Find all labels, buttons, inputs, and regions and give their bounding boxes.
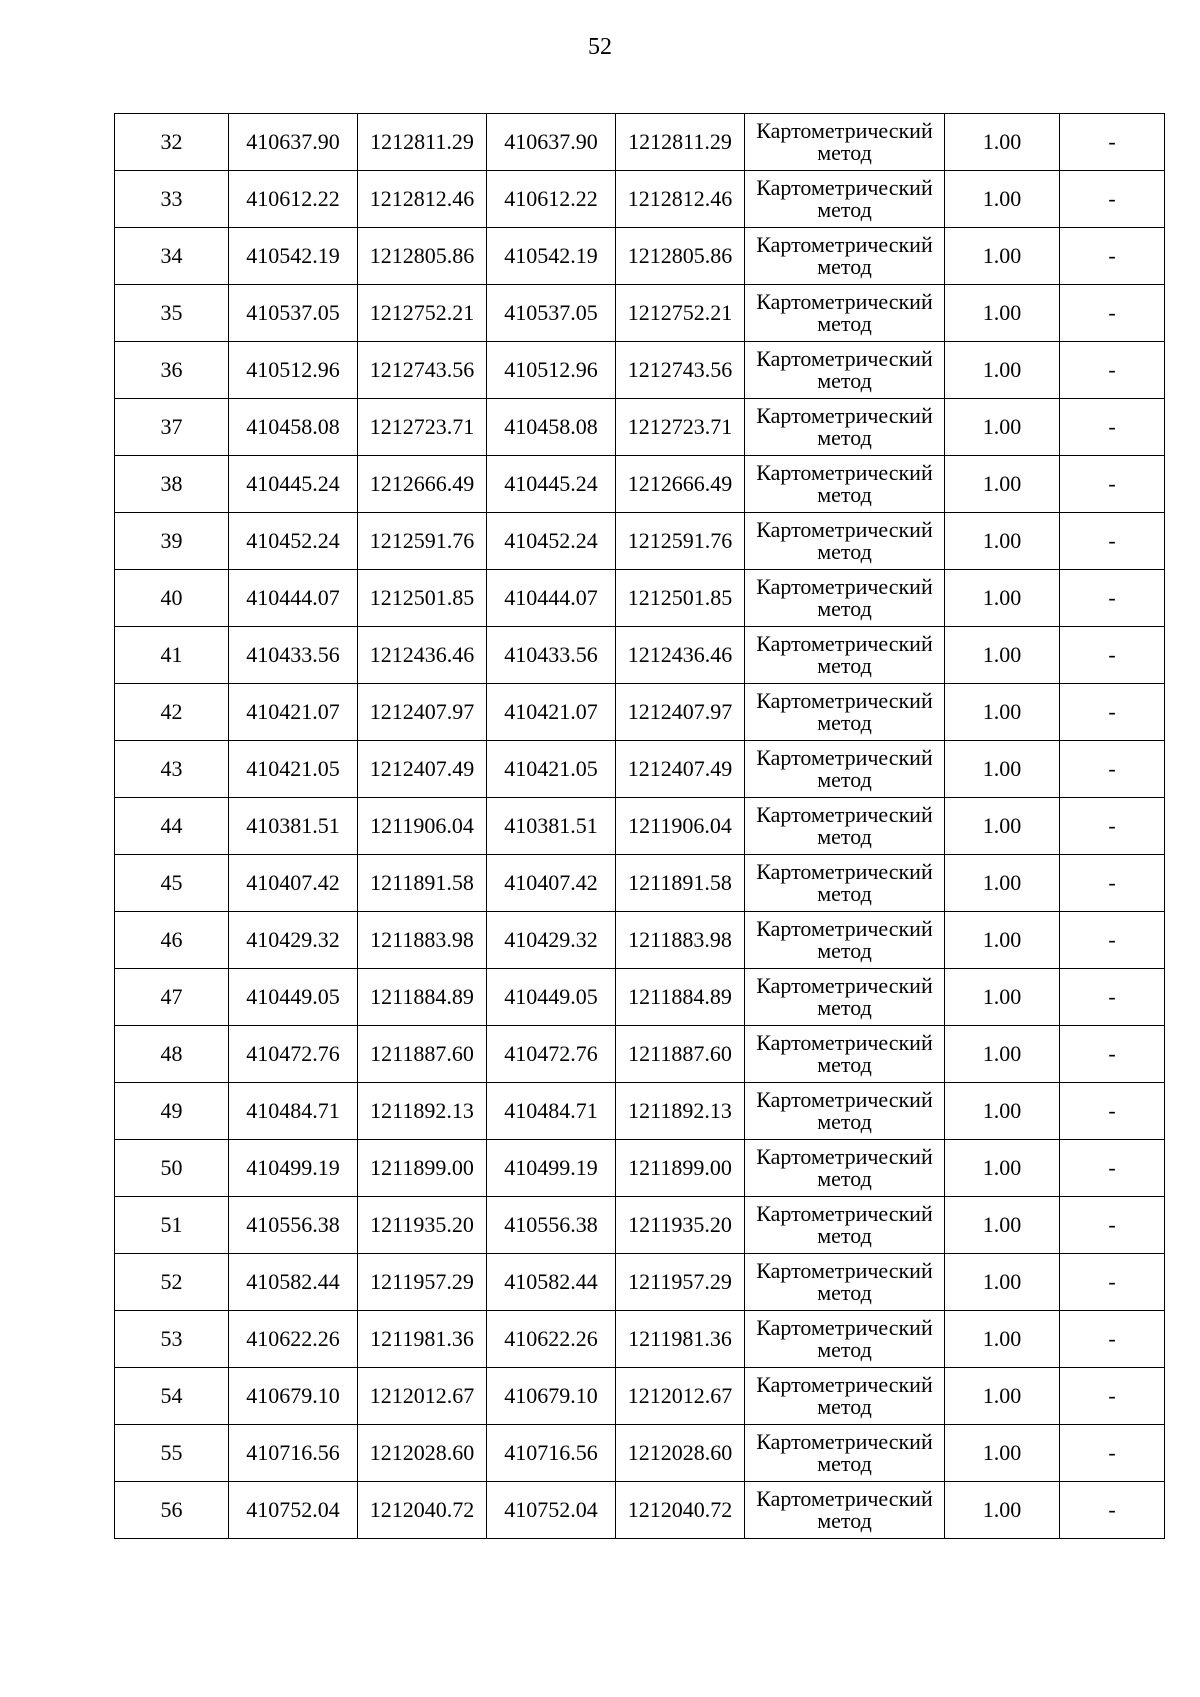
point-number-cell: 43 <box>115 741 229 798</box>
existing-x-cell: 410381.51 <box>229 798 358 855</box>
accuracy-cell: 1.00 <box>945 798 1060 855</box>
table-row <box>115 1368 1165 1425</box>
note-cell: - <box>1060 855 1165 912</box>
table-row <box>115 1197 1165 1254</box>
note-cell: - <box>1060 1368 1165 1425</box>
existing-y-cell: 1212501.85 <box>358 570 487 627</box>
method-line-1: Картометрический <box>756 346 933 371</box>
accuracy-cell: 1.00 <box>945 1026 1060 1083</box>
note-cell: - <box>1060 912 1165 969</box>
accuracy-cell: 1.00 <box>945 228 1060 285</box>
table-row <box>115 741 1165 798</box>
refined-x-cell: 410421.05 <box>487 741 616 798</box>
note-cell: - <box>1060 1254 1165 1311</box>
existing-y-cell: 1212752.21 <box>358 285 487 342</box>
refined-y-cell: 1211935.20 <box>616 1197 745 1254</box>
refined-x-cell: 410421.07 <box>487 684 616 741</box>
existing-x-cell: 410433.56 <box>229 627 358 684</box>
method-cell <box>745 969 945 1026</box>
existing-x-cell: 410582.44 <box>229 1254 358 1311</box>
method-line-2: метод <box>817 482 872 507</box>
refined-y-cell: 1212591.76 <box>616 513 745 570</box>
method-line-1: Картометрический <box>756 517 933 542</box>
page-number: 52 <box>588 34 612 60</box>
method-cell <box>745 171 945 228</box>
table-row <box>115 1026 1165 1083</box>
refined-y-cell: 1212723.71 <box>616 399 745 456</box>
existing-x-cell: 410499.19 <box>229 1140 358 1197</box>
method-line-1: Картометрический <box>756 745 933 770</box>
point-number-cell: 42 <box>115 684 229 741</box>
existing-x-cell: 410637.90 <box>229 114 358 171</box>
method-line-2: метод <box>817 1223 872 1248</box>
refined-y-cell: 1211957.29 <box>616 1254 745 1311</box>
note-cell: - <box>1060 684 1165 741</box>
table-row <box>115 1083 1165 1140</box>
point-number-cell: 36 <box>115 342 229 399</box>
accuracy-cell: 1.00 <box>945 1368 1060 1425</box>
refined-x-cell: 410499.19 <box>487 1140 616 1197</box>
existing-x-cell: 410421.05 <box>229 741 358 798</box>
note-cell: - <box>1060 969 1165 1026</box>
method-cell <box>745 855 945 912</box>
refined-x-cell: 410716.56 <box>487 1425 616 1482</box>
method-cell <box>745 912 945 969</box>
refined-x-cell: 410637.90 <box>487 114 616 171</box>
point-number-cell: 33 <box>115 171 229 228</box>
method-cell <box>745 1197 945 1254</box>
note-cell: - <box>1060 285 1165 342</box>
method-line-1: Картометрический <box>756 1201 933 1226</box>
note-cell: - <box>1060 1482 1165 1539</box>
method-line-1: Картометрический <box>756 1258 933 1283</box>
method-line-2: метод <box>817 1394 872 1419</box>
existing-x-cell: 410612.22 <box>229 171 358 228</box>
refined-x-cell: 410433.56 <box>487 627 616 684</box>
accuracy-cell: 1.00 <box>945 969 1060 1026</box>
point-number-cell: 52 <box>115 1254 229 1311</box>
table-row <box>115 114 1165 171</box>
table-row <box>115 684 1165 741</box>
method-line-2: метод <box>817 938 872 963</box>
refined-x-cell: 410542.19 <box>487 228 616 285</box>
note-cell: - <box>1060 228 1165 285</box>
existing-x-cell: 410458.08 <box>229 399 358 456</box>
table-row <box>115 627 1165 684</box>
method-line-2: метод <box>817 653 872 678</box>
method-line-1: Картометрический <box>756 175 933 200</box>
existing-y-cell: 1212805.86 <box>358 228 487 285</box>
refined-x-cell: 410752.04 <box>487 1482 616 1539</box>
existing-y-cell: 1211892.13 <box>358 1083 487 1140</box>
method-line-1: Картометрический <box>756 232 933 257</box>
accuracy-cell: 1.00 <box>945 285 1060 342</box>
refined-x-cell: 410484.71 <box>487 1083 616 1140</box>
method-line-2: метод <box>817 311 872 336</box>
note-cell: - <box>1060 1140 1165 1197</box>
point-number-cell: 53 <box>115 1311 229 1368</box>
refined-x-cell: 410381.51 <box>487 798 616 855</box>
accuracy-cell: 1.00 <box>945 1197 1060 1254</box>
refined-y-cell: 1212501.85 <box>616 570 745 627</box>
accuracy-cell: 1.00 <box>945 570 1060 627</box>
existing-y-cell: 1211981.36 <box>358 1311 487 1368</box>
refined-y-cell: 1212752.21 <box>616 285 745 342</box>
refined-x-cell: 410622.26 <box>487 1311 616 1368</box>
existing-x-cell: 410472.76 <box>229 1026 358 1083</box>
method-cell <box>745 627 945 684</box>
method-line-2: метод <box>817 596 872 621</box>
method-line-2: метод <box>817 881 872 906</box>
method-line-1: Картометрический <box>756 631 933 656</box>
existing-y-cell: 1212407.97 <box>358 684 487 741</box>
method-cell <box>745 1026 945 1083</box>
table-row <box>115 513 1165 570</box>
existing-x-cell: 410679.10 <box>229 1368 358 1425</box>
note-cell: - <box>1060 741 1165 798</box>
point-number-cell: 40 <box>115 570 229 627</box>
refined-x-cell: 410449.05 <box>487 969 616 1026</box>
table-row <box>115 1140 1165 1197</box>
method-line-2: метод <box>817 254 872 279</box>
method-cell <box>745 684 945 741</box>
existing-x-cell: 410407.42 <box>229 855 358 912</box>
method-cell <box>745 570 945 627</box>
existing-y-cell: 1212811.29 <box>358 114 487 171</box>
refined-x-cell: 410582.44 <box>487 1254 616 1311</box>
existing-y-cell: 1212407.49 <box>358 741 487 798</box>
note-cell: - <box>1060 1197 1165 1254</box>
existing-y-cell: 1211957.29 <box>358 1254 487 1311</box>
method-line-1: Картометрический <box>756 1486 933 1511</box>
refined-y-cell: 1212743.56 <box>616 342 745 399</box>
table-row <box>115 912 1165 969</box>
refined-x-cell: 410445.24 <box>487 456 616 513</box>
coordinates-table <box>114 113 1165 1539</box>
accuracy-cell: 1.00 <box>945 684 1060 741</box>
existing-y-cell: 1211935.20 <box>358 1197 487 1254</box>
table-row <box>115 1311 1165 1368</box>
refined-y-cell: 1211887.60 <box>616 1026 745 1083</box>
refined-x-cell: 410556.38 <box>487 1197 616 1254</box>
refined-x-cell: 410512.96 <box>487 342 616 399</box>
method-cell <box>745 399 945 456</box>
method-line-2: метод <box>817 425 872 450</box>
note-cell: - <box>1060 513 1165 570</box>
refined-y-cell: 1211899.00 <box>616 1140 745 1197</box>
note-cell: - <box>1060 798 1165 855</box>
method-cell <box>745 1311 945 1368</box>
table-row <box>115 570 1165 627</box>
point-number-cell: 46 <box>115 912 229 969</box>
method-line-2: метод <box>817 197 872 222</box>
refined-y-cell: 1212805.86 <box>616 228 745 285</box>
existing-x-cell: 410444.07 <box>229 570 358 627</box>
accuracy-cell: 1.00 <box>945 399 1060 456</box>
existing-y-cell: 1212591.76 <box>358 513 487 570</box>
method-cell <box>745 342 945 399</box>
existing-y-cell: 1211884.89 <box>358 969 487 1026</box>
existing-y-cell: 1211891.58 <box>358 855 487 912</box>
note-cell: - <box>1060 570 1165 627</box>
note-cell: - <box>1060 114 1165 171</box>
point-number-cell: 38 <box>115 456 229 513</box>
accuracy-cell: 1.00 <box>945 1254 1060 1311</box>
method-line-2: метод <box>817 995 872 1020</box>
point-number-cell: 55 <box>115 1425 229 1482</box>
existing-x-cell: 410716.56 <box>229 1425 358 1482</box>
existing-y-cell: 1212436.46 <box>358 627 487 684</box>
point-number-cell: 41 <box>115 627 229 684</box>
accuracy-cell: 1.00 <box>945 1311 1060 1368</box>
table-row <box>115 855 1165 912</box>
refined-x-cell: 410472.76 <box>487 1026 616 1083</box>
method-cell <box>745 741 945 798</box>
table-body <box>115 114 1165 1539</box>
method-line-1: Картометрический <box>756 973 933 998</box>
table-row <box>115 1254 1165 1311</box>
accuracy-cell: 1.00 <box>945 342 1060 399</box>
method-cell <box>745 798 945 855</box>
method-cell <box>745 285 945 342</box>
point-number-cell: 54 <box>115 1368 229 1425</box>
existing-y-cell: 1212743.56 <box>358 342 487 399</box>
table-row <box>115 171 1165 228</box>
method-line-2: метод <box>817 539 872 564</box>
method-cell <box>745 1368 945 1425</box>
existing-x-cell: 410512.96 <box>229 342 358 399</box>
method-line-2: метод <box>817 767 872 792</box>
existing-x-cell: 410421.07 <box>229 684 358 741</box>
refined-y-cell: 1212028.60 <box>616 1425 745 1482</box>
method-line-2: метод <box>817 1280 872 1305</box>
point-number-cell: 47 <box>115 969 229 1026</box>
accuracy-cell: 1.00 <box>945 627 1060 684</box>
refined-x-cell: 410612.22 <box>487 171 616 228</box>
table-row <box>115 1425 1165 1482</box>
accuracy-cell: 1.00 <box>945 513 1060 570</box>
note-cell: - <box>1060 627 1165 684</box>
note-cell: - <box>1060 342 1165 399</box>
refined-x-cell: 410444.07 <box>487 570 616 627</box>
existing-x-cell: 410542.19 <box>229 228 358 285</box>
refined-y-cell: 1211883.98 <box>616 912 745 969</box>
method-line-1: Картометрический <box>756 289 933 314</box>
existing-y-cell: 1212040.72 <box>358 1482 487 1539</box>
point-number-cell: 37 <box>115 399 229 456</box>
point-number-cell: 39 <box>115 513 229 570</box>
refined-y-cell: 1212666.49 <box>616 456 745 513</box>
existing-y-cell: 1212012.67 <box>358 1368 487 1425</box>
existing-x-cell: 410452.24 <box>229 513 358 570</box>
method-line-2: метод <box>817 824 872 849</box>
existing-x-cell: 410449.05 <box>229 969 358 1026</box>
method-line-1: Картометрический <box>756 859 933 884</box>
existing-x-cell: 410537.05 <box>229 285 358 342</box>
method-line-2: метод <box>817 1052 872 1077</box>
method-cell <box>745 513 945 570</box>
method-line-1: Картометрический <box>756 1429 933 1454</box>
point-number-cell: 35 <box>115 285 229 342</box>
existing-x-cell: 410556.38 <box>229 1197 358 1254</box>
refined-y-cell: 1212407.97 <box>616 684 745 741</box>
note-cell: - <box>1060 1425 1165 1482</box>
table-row <box>115 342 1165 399</box>
point-number-cell: 49 <box>115 1083 229 1140</box>
table-row <box>115 456 1165 513</box>
method-line-1: Картометрический <box>756 403 933 428</box>
point-number-cell: 48 <box>115 1026 229 1083</box>
existing-y-cell: 1211899.00 <box>358 1140 487 1197</box>
table-row <box>115 1482 1165 1539</box>
existing-y-cell: 1212666.49 <box>358 456 487 513</box>
method-line-2: метод <box>817 1508 872 1533</box>
refined-y-cell: 1212811.29 <box>616 114 745 171</box>
refined-x-cell: 410537.05 <box>487 285 616 342</box>
method-line-1: Картометрический <box>756 118 933 143</box>
method-line-1: Картометрический <box>756 574 933 599</box>
existing-x-cell: 410429.32 <box>229 912 358 969</box>
existing-y-cell: 1211883.98 <box>358 912 487 969</box>
method-cell <box>745 114 945 171</box>
method-line-1: Картометрический <box>756 1030 933 1055</box>
refined-x-cell: 410452.24 <box>487 513 616 570</box>
table-row <box>115 228 1165 285</box>
accuracy-cell: 1.00 <box>945 456 1060 513</box>
method-line-2: метод <box>817 368 872 393</box>
refined-y-cell: 1211884.89 <box>616 969 745 1026</box>
table-row <box>115 969 1165 1026</box>
method-line-2: метод <box>817 140 872 165</box>
refined-y-cell: 1211906.04 <box>616 798 745 855</box>
method-line-1: Картометрический <box>756 688 933 713</box>
accuracy-cell: 1.00 <box>945 855 1060 912</box>
method-line-1: Картометрический <box>756 802 933 827</box>
method-line-2: метод <box>817 1166 872 1191</box>
existing-y-cell: 1212723.71 <box>358 399 487 456</box>
refined-y-cell: 1211981.36 <box>616 1311 745 1368</box>
method-cell <box>745 1140 945 1197</box>
refined-y-cell: 1212436.46 <box>616 627 745 684</box>
existing-x-cell: 410752.04 <box>229 1482 358 1539</box>
accuracy-cell: 1.00 <box>945 741 1060 798</box>
point-number-cell: 56 <box>115 1482 229 1539</box>
accuracy-cell: 1.00 <box>945 1482 1060 1539</box>
refined-x-cell: 410407.42 <box>487 855 616 912</box>
note-cell: - <box>1060 456 1165 513</box>
method-cell <box>745 1482 945 1539</box>
existing-y-cell: 1211906.04 <box>358 798 487 855</box>
method-cell <box>745 228 945 285</box>
table-row <box>115 399 1165 456</box>
note-cell: - <box>1060 1311 1165 1368</box>
refined-y-cell: 1211892.13 <box>616 1083 745 1140</box>
method-line-2: метод <box>817 1451 872 1476</box>
accuracy-cell: 1.00 <box>945 1140 1060 1197</box>
existing-x-cell: 410484.71 <box>229 1083 358 1140</box>
point-number-cell: 51 <box>115 1197 229 1254</box>
refined-x-cell: 410429.32 <box>487 912 616 969</box>
refined-y-cell: 1212407.49 <box>616 741 745 798</box>
refined-x-cell: 410458.08 <box>487 399 616 456</box>
accuracy-cell: 1.00 <box>945 1083 1060 1140</box>
point-number-cell: 45 <box>115 855 229 912</box>
method-cell <box>745 1083 945 1140</box>
method-line-1: Картометрический <box>756 916 933 941</box>
point-number-cell: 44 <box>115 798 229 855</box>
accuracy-cell: 1.00 <box>945 912 1060 969</box>
method-line-2: метод <box>817 1109 872 1134</box>
method-line-1: Картометрический <box>756 1315 933 1340</box>
method-line-1: Картометрический <box>756 1144 933 1169</box>
method-cell <box>745 1254 945 1311</box>
refined-x-cell: 410679.10 <box>487 1368 616 1425</box>
note-cell: - <box>1060 1026 1165 1083</box>
existing-x-cell: 410445.24 <box>229 456 358 513</box>
accuracy-cell: 1.00 <box>945 1425 1060 1482</box>
existing-y-cell: 1211887.60 <box>358 1026 487 1083</box>
refined-y-cell: 1212812.46 <box>616 171 745 228</box>
accuracy-cell: 1.00 <box>945 114 1060 171</box>
accuracy-cell: 1.00 <box>945 171 1060 228</box>
table-row <box>115 285 1165 342</box>
point-number-cell: 32 <box>115 114 229 171</box>
point-number-cell: 34 <box>115 228 229 285</box>
existing-y-cell: 1212028.60 <box>358 1425 487 1482</box>
method-cell <box>745 456 945 513</box>
refined-y-cell: 1212040.72 <box>616 1482 745 1539</box>
existing-y-cell: 1212812.46 <box>358 171 487 228</box>
method-cell <box>745 1425 945 1482</box>
refined-y-cell: 1211891.58 <box>616 855 745 912</box>
existing-x-cell: 410622.26 <box>229 1311 358 1368</box>
method-line-1: Картометрический <box>756 460 933 485</box>
note-cell: - <box>1060 1083 1165 1140</box>
note-cell: - <box>1060 399 1165 456</box>
refined-y-cell: 1212012.67 <box>616 1368 745 1425</box>
point-number-cell: 50 <box>115 1140 229 1197</box>
method-line-2: метод <box>817 1337 872 1362</box>
method-line-2: метод <box>817 710 872 735</box>
method-line-1: Картометрический <box>756 1087 933 1112</box>
note-cell: - <box>1060 171 1165 228</box>
table-row <box>115 798 1165 855</box>
method-line-1: Картометрический <box>756 1372 933 1397</box>
